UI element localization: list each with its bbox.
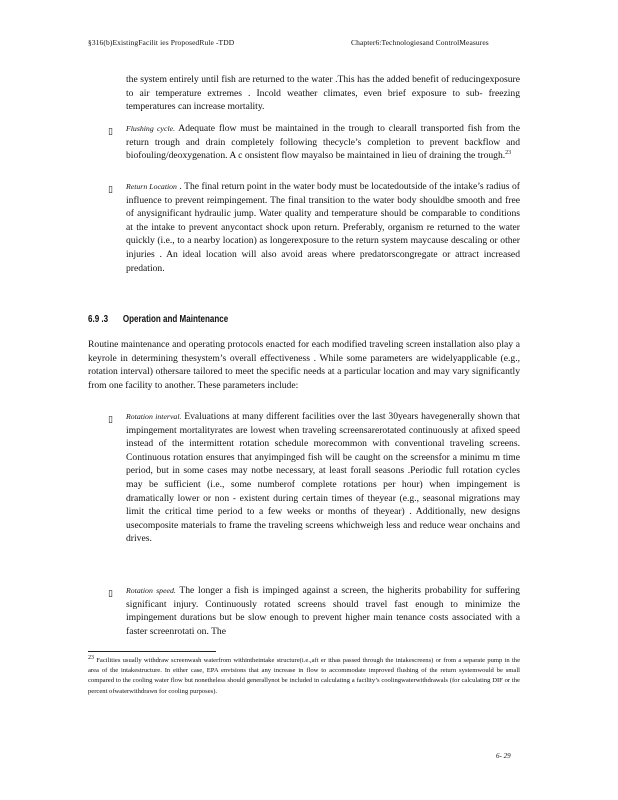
bullet-flushing-cycle: [126, 122, 520, 163]
bullet-text: . The final return point in the water body must be locatedoutside of the intake’s radius of influence to prevent reimpingement. The final transition to the water body shouldbe smooth and free of anysignificant hydraulic jump. Water quality and temperature should be comparable to conditions at the intake to prevent anycontact shock upon return. Preferably, organism re returned to the water quickly (i.e., to a nearby location) as longerexposure to the return system maycause descaling or other injuries . An ideal location will also avoid areas where predatorscongregate or attract increased predation.: [126, 181, 520, 274]
footnote-text: Facilities usually withdraw screenwash waterfrom withintheintake structure(i.e.,aft er ithas passed through the intakescreens) or from a separate pump in the area of the intakestructure. In either case, EPA envisions that any increase in flow to accommodate improved flushing of the return systemwould be small compared to the cooling water flow but nonetheless should generallynot be included in calculating a facility’s coolingwaterwithdrawals (for calculating DIF or the percent ofwaterwithdrawn for cooling purposes).: [88, 657, 520, 695]
bullet-marker-rotation-speed: ▯: [108, 588, 113, 598]
bullet-rotation-speed: [126, 584, 520, 638]
bullet-term: Rotation interval.: [126, 412, 182, 421]
bullet-return-location: [126, 180, 520, 275]
bullet-marker-flushing: ▯: [108, 126, 113, 136]
footnote-divider: [88, 651, 216, 652]
continuation-paragraph: the system entirely until fish are returned to the water .This has the added benefit of reducingexposure to air temperature extremes . Incold weather climates, even brief exposure to sub- freezing temperatures can increase mortality.: [126, 74, 520, 113]
section-heading: [88, 314, 243, 325]
bullet-term: Flushing cycle.: [126, 124, 176, 133]
bullet-marker-rotation-interval: ▯: [108, 414, 113, 424]
intro-paragraph: Routine maintenance and operating protocols enacted for each modified traveling screen installation also play a keyrole in determining thesystem’s overall effectiveness . While some parameters are widelyapplicable (e.g., rotation interval) othersare tailored to meet the specific needs at a particular location and may vary significantly from one facility to another. These parameters include:: [88, 339, 520, 391]
running-header-right: Chapter6:Technologiesand ControlMeasures: [351, 38, 489, 47]
bullet-term: Rotation speed.: [126, 586, 176, 595]
page-number: 6- 29: [496, 752, 511, 760]
bullet-text: Adequate flow must be maintained in the trough to clearall transported fish from the return trough and drain completely following thecycle’s completion to prevent backflow and biofouling/deoxygenation. A c onsistent flow mayalso be maintained in lieu of draining the trough.: [126, 123, 520, 162]
bullet-rotation-interval: [126, 410, 520, 546]
bullet-text: Evaluations at many different facilities over the last 30years havegenerally shown that impingement mortalityrates are lowest when traveling screensarerotated continuously at afixed speed instead of the intermittent rotation schedule morecommon with conventional traveling screens. Continuous rotation ensures that anyimpinged fish will be caught on the screensfor a minimu m time period, but in some cases may notbe necessary, at least forall seasons .Periodic full rotation cycles may be sufficient (i.e., some numberof complete rotations per hour) when impingement is dramatically lower or non - existent during certain times of theyear (e.g., seasonal migrations may limit the critical time period to a few weeks or months of theyear) . Additionally, new designs usecomposite materials to frame the traveling screens whichweigh less and reduce wear onchains and drives.: [126, 411, 520, 545]
bullet-marker-return: ▯: [108, 184, 113, 194]
running-header-left: §316(b)ExistingFacilit ies ProposedRule -TDD: [88, 38, 235, 47]
section-title: Operation and Maintenance: [122, 314, 229, 325]
footnote-reference: 23: [505, 150, 512, 156]
footnote-mark: 23: [88, 654, 94, 661]
bullet-text: The longer a fish is impinged against a screen, the higherits probability for suffering significant injury. Continuously rotated screens should travel fast enough to minimize the impingement durations but be slow enough to prevent higher main tenance costs associated with a faster screenrotati on. The: [126, 585, 520, 637]
bullet-term: Return Location: [126, 182, 177, 191]
section-number: 6.9 .3: [88, 314, 109, 325]
footnote: [88, 656, 520, 697]
